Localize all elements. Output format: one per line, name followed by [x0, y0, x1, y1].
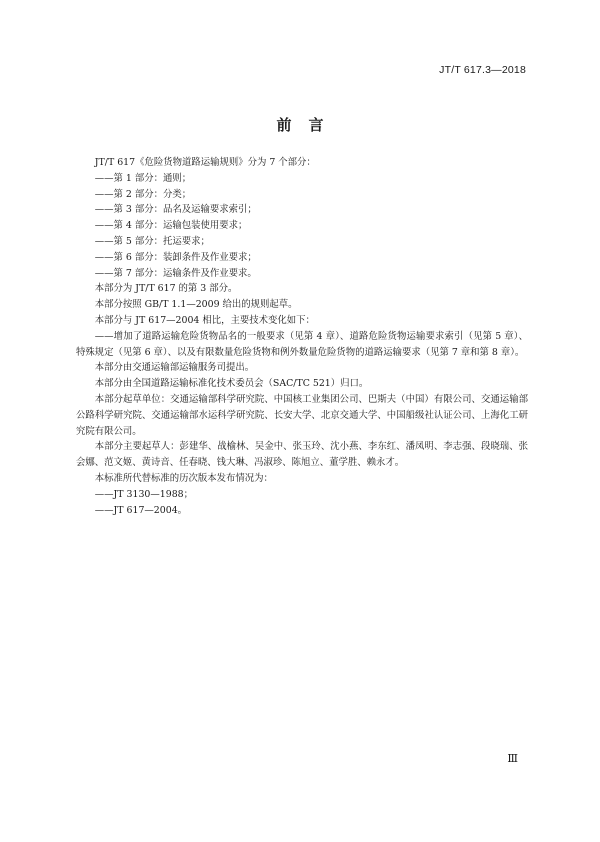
paragraph: 本部分与 JT 617—2004 相比，主要技术变化如下：: [94, 314, 315, 326]
list-item: ——第 4 部分：运输包装使用要求；: [94, 220, 248, 232]
paragraph: 本部分为 JT/T 617 的第 3 部分。: [94, 283, 238, 295]
paragraph: 本部分由全国道路运输标准化技术委员会（SAC/TC 521）归口。: [94, 378, 369, 390]
list-item: ——第 5 部分：托运要求；: [94, 235, 210, 247]
list-item: ——第 2 部分：分类；: [94, 188, 192, 200]
paragraph: 本部分按照 GB/T 1.1—2009 给出的规则起草。: [94, 299, 298, 311]
list-item: ——第 3 部分：品名及运输要求索引；: [94, 204, 257, 216]
foreword-body: [76, 155, 528, 518]
list-item: ——JT 3130—1988；: [94, 488, 194, 500]
paragraph: JT/T 617《危险货物道路运输规则》分为 7 个部分：: [94, 157, 316, 168]
page-number: Ⅲ: [507, 752, 518, 765]
list-item: ——增加了道路运输危险货物品名的一般要求（见第 4 章）、道路危险货物运输要求索引（见第 5 章）、特殊规定（见第 6 章）、以及有限数量危险货物和例外数量危险货物的道路运输要求（见第 7 章和第 8 章）。: [76, 330, 528, 358]
list-item: ——第 6 部分：装卸条件及作业要求；: [94, 251, 257, 263]
list-item: ——第 7 部分：运输条件及作业要求。: [94, 267, 257, 279]
paragraph: 本部分起草单位：交通运输部科学研究院、中国核工业集团公司、巴斯夫（中国）有限公司、交通运输部公路科学研究院、交通运输部水运科学研究院、长安大学、北京交通大学、中国船级社认证公司、上海化工研究院有限公司。: [76, 393, 528, 437]
page-title: 前言: [276, 116, 341, 134]
document-code: JT/T 617.3—2018: [439, 64, 526, 76]
paragraph: 本标准所代替标准的历次版本发布情况为：: [94, 472, 273, 484]
list-item: ——JT 617—2004。: [94, 504, 188, 516]
paragraph: 本部分由交通运输部运输服务司提出。: [94, 362, 255, 374]
paragraph: 本部分主要起草人：彭建华、战榆林、吴金中、张玉玲、沈小燕、李东红、潘凤明、李志强、段晓瑞、张会娜、范文姬、黄诗音、任春晓、钱大琳、冯淑珍、陈旭立、董学胜、赖永才。: [76, 441, 528, 469]
list-item: ——第 1 部分：通则；: [94, 172, 192, 184]
